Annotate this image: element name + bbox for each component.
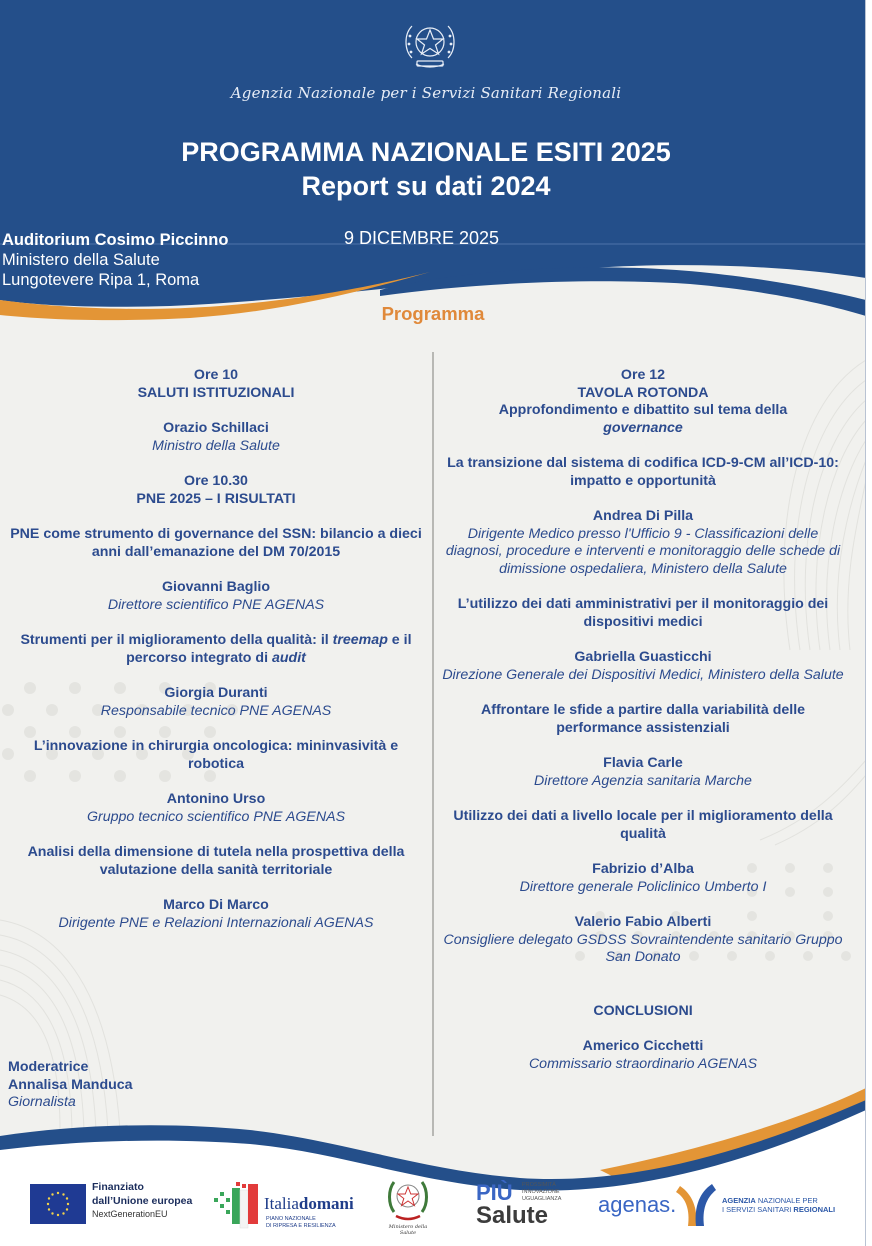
ministry-emblem-icon <box>386 1176 430 1224</box>
agenas-x-icon <box>676 1182 716 1228</box>
wordmark-italia: Italia <box>264 1194 299 1213</box>
italiadomani-sub-2: DI RIPRESA E RESILIENZA <box>266 1222 336 1229</box>
speaker-name: Americo Cicchetti <box>582 1038 704 1054</box>
wordmark-domani: domani <box>298 1194 354 1213</box>
agenas-name-bold-2: REGIONALI <box>793 1205 836 1214</box>
eu-line-1: Finanziato <box>92 1181 144 1193</box>
venue-name: Auditorium Cosimo Piccinno <box>2 231 229 249</box>
session-heading: SALUTI ISTITUZIONALI <box>137 384 295 401</box>
talk-title-part: Strumenti per il miglioramento della qualità: il <box>20 632 333 648</box>
salute-wordmark: Salute <box>476 1202 549 1229</box>
speaker-entry <box>440 861 846 896</box>
speaker-role: Gruppo tecnico scientifico PNE AGENAS <box>86 808 346 825</box>
piu-value-1: PROSSIMITÀ <box>522 1182 556 1188</box>
event-title <box>0 135 852 203</box>
talk-entry <box>8 844 424 879</box>
speaker-entry <box>440 755 846 790</box>
talk-title: Affrontare le sfide a partire dalla variabilità delle performance assistenziali <box>480 702 806 736</box>
piu-value-3: UGUAGLIANZA <box>522 1196 562 1202</box>
title-line-2: Report su dati 2024 <box>301 171 551 201</box>
italian-republic-emblem-icon <box>400 14 460 76</box>
italiadomani-wordmark <box>264 1194 354 1214</box>
footer-logos <box>0 1176 866 1236</box>
venue-institution: Ministero della Salute <box>2 251 160 269</box>
ministry-of-health-logo <box>386 1176 430 1236</box>
session-subtitle-emphasis: governance <box>603 419 683 436</box>
speaker-entry <box>440 649 846 684</box>
talk-title: Utilizzo dei dati a livello locale per il miglioramento della qualità <box>453 808 833 842</box>
agenas-full-name <box>722 1196 835 1214</box>
speaker-name: Antonino Urso <box>166 791 266 807</box>
speaker-role: Dirigente Medico presso l'Ufficio 9 - Classificazioni delle diagnosi, procedure e interventi e monitoraggio delle schede di dimissione ospedaliera, Ministero della Salute <box>445 525 841 577</box>
speaker-entry <box>440 508 846 578</box>
eu-funding-text <box>92 1181 192 1222</box>
session-round-table <box>440 367 846 437</box>
venue-address: Lungotevere Ripa 1, Roma <box>2 271 200 289</box>
piu-values <box>522 1182 561 1203</box>
piu-wordmark: PIÙ <box>476 1180 513 1205</box>
eu-line-3: NextGenerationEU <box>92 1209 168 1219</box>
speaker-name: Valerio Fabio Alberti <box>574 914 712 930</box>
speaker-role: Direttore scientifico PNE AGENAS <box>107 596 325 613</box>
speaker-entry <box>440 1038 846 1073</box>
speaker-role: Direzione Generale dei Dispositivi Medici, Ministero della Salute <box>442 666 844 683</box>
talk-title <box>8 632 424 667</box>
talk-title: L’utilizzo dei dati amministrativi per il monitoraggio dei dispositivi medici <box>457 596 829 630</box>
speaker-name: Orazio Schillaci <box>163 420 269 436</box>
talk-entry <box>440 455 846 490</box>
moderator-role: Giornalista <box>8 1094 76 1110</box>
piu-value-2: INNOVAZIONE <box>522 1189 560 1195</box>
speaker-name: Giovanni Baglio <box>162 579 270 595</box>
talk-entry <box>8 526 424 561</box>
talk-title-part: e il percorso integrato di <box>126 632 412 666</box>
speaker-name: Andrea Di Pilla <box>592 508 694 524</box>
speaker-entry <box>8 579 424 614</box>
agenas-wordmark: agenas. <box>598 1192 677 1217</box>
speaker-name: Gabriella Guasticchi <box>574 649 712 665</box>
speaker-entry <box>8 897 424 932</box>
speaker-role: Direttore Agenzia sanitaria Marche <box>534 772 752 789</box>
column-divider <box>432 352 434 1136</box>
speaker-role: Responsabile tecnico PNE AGENAS <box>100 702 332 719</box>
talk-title-emphasis: audit <box>271 649 306 666</box>
talk-title: L’innovazione in chirurgia oncologica: mininvasività e robotica <box>33 738 399 772</box>
session-time: Ore 10 <box>193 367 239 383</box>
agency-script-name: Agenzia Nazionale per i Servizi Sanitari Regionali <box>230 84 622 102</box>
title-line-1: PROGRAMMA NAZIONALE ESITI 2025 <box>181 137 671 167</box>
speaker-name: Flavia Carle <box>603 755 683 771</box>
italiadomani-subtitle <box>266 1216 336 1229</box>
session-heading: PNE 2025 – I RISULTATI <box>136 490 296 507</box>
talk-title: Analisi della dimensione di tutela nella prospettiva della valutazione della sanità territoriale <box>27 844 405 878</box>
eu-flag-icon <box>30 1184 86 1224</box>
speaker-entry <box>8 420 424 455</box>
section-label-programma: Programma <box>381 303 485 324</box>
session-subtitle: Approfondimento e dibattito sul tema della <box>498 402 788 418</box>
speaker-role: Consigliere delegato GSDSS Sovraintendente sanitario Gruppo San Donato <box>443 931 843 965</box>
talk-title: La transizione dal sistema di codifica ICD-9-CM all’ICD-10: impatto e opportunità <box>447 455 839 489</box>
speaker-name: Fabrizio d’Alba <box>592 861 694 877</box>
italiadomani-sub-1: PIANO NAZIONALE <box>266 1216 316 1222</box>
talk-entry <box>440 808 846 843</box>
speaker-name: Marco Di Marco <box>163 897 269 913</box>
speaker-role: Direttore generale Policlinico Umberto I <box>519 878 767 895</box>
ministry-caption: Ministero della Salute <box>388 1224 428 1236</box>
venue-info <box>2 230 228 290</box>
session-heading: TAVOLA ROTONDA <box>577 384 709 401</box>
event-date: 9 DICEMBRE 2025 <box>344 228 500 248</box>
speaker-role: Dirigente PNE e Relazioni Internazionali AGENAS <box>58 914 374 931</box>
agenas-name-bold-1: AGENZIA <box>722 1196 756 1205</box>
speaker-role: Commissario straordinario AGENAS <box>528 1055 758 1072</box>
moderator-name: Annalisa Manduca <box>8 1076 133 1093</box>
session-time: Ore 12 <box>620 367 666 383</box>
talk-entry <box>8 632 424 667</box>
speaker-entry <box>440 914 846 967</box>
talk-entry <box>8 738 424 773</box>
program-column-right <box>440 367 846 1091</box>
talk-entry <box>440 702 846 737</box>
agenas-name-1: NAZIONALE PER <box>755 1196 818 1205</box>
talk-entry <box>440 596 846 631</box>
eu-line-2: dall’Unione europea <box>92 1194 193 1207</box>
session-results <box>8 473 424 508</box>
session-time: Ore 10.30 <box>184 473 248 489</box>
talk-title: PNE come strumento di governance del SSN: bilancio a dieci anni dall’emanazione del DM 70/2015 <box>10 526 422 560</box>
page-edge <box>865 0 866 1246</box>
session-conclusions <box>440 1003 846 1021</box>
italiadomani-logo <box>212 1180 362 1230</box>
program-column-left <box>8 367 424 950</box>
speaker-entry <box>8 791 424 826</box>
agenas-name-2: I SERVIZI SANITARI <box>722 1205 794 1214</box>
talk-title-emphasis: treemap <box>332 632 388 648</box>
piu-salute-logo <box>474 1180 574 1232</box>
speaker-entry <box>8 685 424 720</box>
speaker-role: Ministro della Salute <box>152 437 280 454</box>
session-opening <box>8 367 424 402</box>
moderator-label: Moderatrice <box>8 1059 89 1075</box>
session-heading: CONCLUSIONI <box>593 1002 693 1019</box>
agenas-logo <box>598 1182 838 1230</box>
speaker-name: Giorgia Duranti <box>164 685 268 701</box>
